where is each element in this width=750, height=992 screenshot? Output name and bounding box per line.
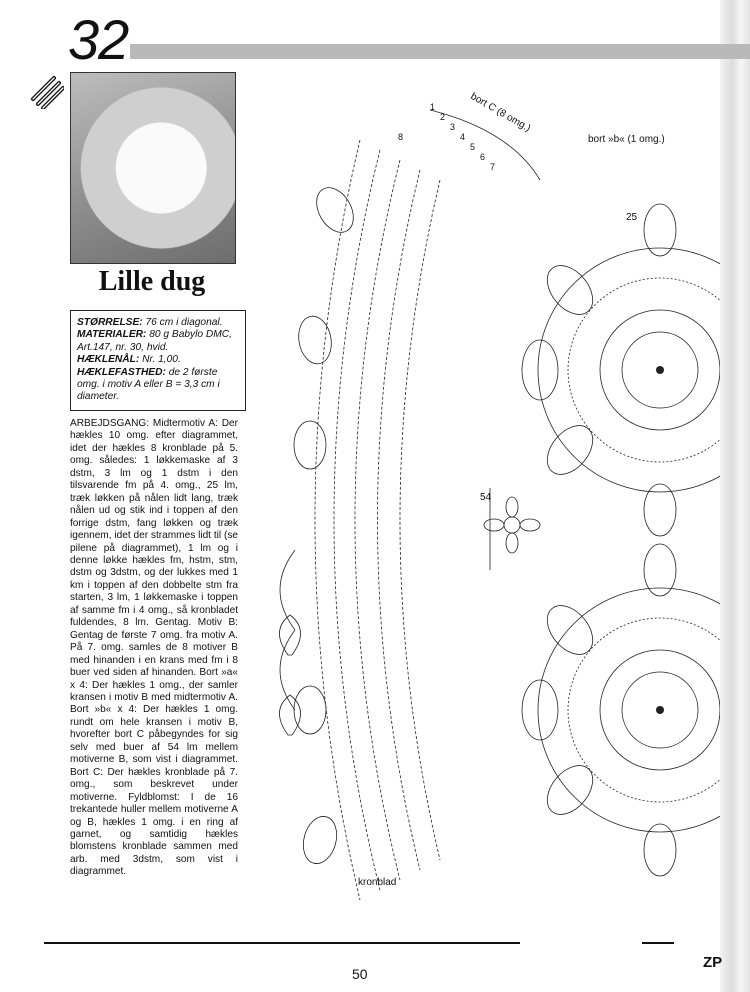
- materials-box: [70, 310, 246, 411]
- diagram-round-number: 1: [430, 102, 436, 112]
- footer-rule-short: [642, 942, 674, 944]
- page-number: 50: [352, 966, 368, 982]
- instructions-text: ARBEJDSGANG: Midtermotiv A: Der hækles 10 omg. efter diagrammet, idet der hækles 8 kronblade på 5. omg. således: 1 løkkemaske af 3 dstm, 3 lm og 1 dstm i den tilsvarende fm på 4. omg., 25 lm, træk løkken på nålen lidt lang, træk nålen ud og stik ind i toppen af den forrige dstm, fang løkken og træk igennem, idet der strammes lidt til (se pilene på diagrammet), 1 lm og i denne løkke hækles fm, hstm, stm, dstm og 3dstm, og der lukkes med 1 km i toppen af den dobbelte stm fra starten, 3 lm, 1 løkkemaske i toppen af samme fm i 4 omg., så kronbladet fuldendes, 8 lm. Gentag. Motiv B: Gentag de første 7 omg. fra motiv A. På 7. omg. samles de 8 motiver B med hinanden i en krans med fm i 8 buer ved siden af hinanden. Bort »a« x 4: Der hækles 1 omg., der samler kransen i motiv B med midtermotiv A. Bort »b« x 4: Der hækles 1 omg. rundt om hele kransen i motiv B, hvorefter bort C påbegyndes for sig selv med buer af 54 lm mellem motiverne B, som vist i diagrammet. Bort C: Der hækles kronblade på 7. omg., som beskrevet under motiverne. Fyldblomst: I de 16 trekantede huller mellem motiverne A og B, hækles 1 omg. i en ring af garnet, og samtidig hækles blomstens kronblade sammen med arb. med 3dstm, som vist i diagrammet.: [70, 418, 238, 878]
- diagram-round-number: 5: [470, 142, 476, 152]
- diagram-round-number: 2: [440, 112, 446, 122]
- diagram-round-number: 8: [398, 132, 404, 142]
- materials-size: STØRRELSE: 76 cm i diagonal.: [77, 317, 223, 328]
- materials-yarn: MATERIALER: 80 g Babylo DMC, Art.147, nr. 30, hvid.: [77, 329, 232, 353]
- diagram-round-number: 4: [460, 132, 466, 142]
- header-rule: [130, 44, 750, 59]
- crochet-diagram: [240, 70, 720, 960]
- diagram-round-number: 6: [480, 152, 486, 162]
- diagram-round-number: 7: [490, 162, 496, 172]
- materials-gauge: HÆKLEFASTHED: de 2 første omg. i motiv A eller B = 3,3 cm i diameter.: [77, 366, 220, 403]
- book-spine-shadow: [720, 0, 750, 992]
- diagram-label-bort-c: bort C (8 omg.): [468, 91, 533, 135]
- diagram-round-number: 3: [450, 122, 456, 132]
- doily-photo: [70, 72, 236, 264]
- diagram-label-54: 54: [480, 492, 492, 503]
- diagram-motif-number: 25: [626, 212, 638, 223]
- diagram-label-bort-b: bort »b« (1 omg.): [588, 134, 665, 145]
- diagram-label-kronblad: kronblad: [358, 877, 397, 888]
- pattern-title: Lille dug: [98, 266, 206, 297]
- footer-rule: [44, 942, 520, 944]
- materials-hook: HÆKLENÅL: Nr. 1,00.: [77, 354, 181, 366]
- corner-mark: ZP: [703, 954, 723, 971]
- crochet-hooks-icon: [30, 75, 64, 109]
- pattern-number: 32: [68, 8, 129, 71]
